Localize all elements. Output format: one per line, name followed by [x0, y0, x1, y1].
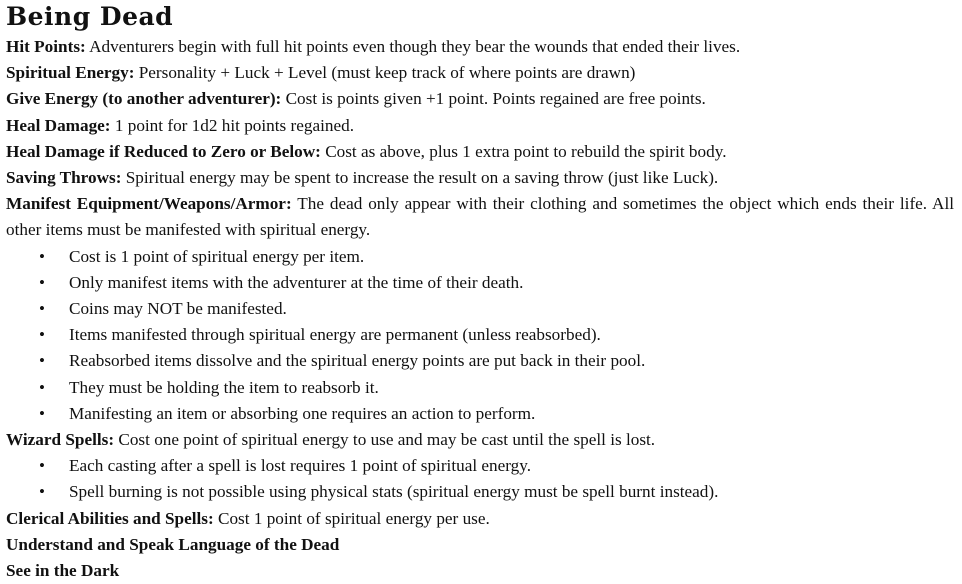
entry-heal-damage-zero [6, 139, 954, 165]
bullet-icon: • [39, 482, 45, 502]
list-item-text: Coins may NOT be manifested. [69, 299, 287, 319]
manifest-bullet-list [6, 244, 954, 427]
bullet-icon: • [39, 456, 45, 476]
entry-text: Cost is points given +1 point. Points regained are free points. [281, 89, 706, 109]
entry-hit-points [6, 34, 954, 60]
entry-give-energy [6, 86, 954, 112]
entry-saving-throws [6, 165, 954, 191]
entry-text: Spiritual energy may be spent to increase the result on a saving throw (just like Luck). [121, 168, 719, 188]
entry-spiritual-energy [6, 60, 954, 86]
entry-language [6, 532, 954, 558]
entry-term: Heal Damage if Reduced to Zero or Below: [6, 141, 321, 161]
entry-text: The dead only appear with their clothing and sometimes the object which ends their life. All other items must be manifested with spiritual energy. [6, 194, 954, 240]
list-item [6, 375, 954, 401]
entry-clerical [6, 506, 954, 532]
entry-manifest [6, 191, 954, 243]
entry-term: Saving Throws: [6, 168, 122, 188]
bullet-icon: • [39, 299, 45, 319]
list-item-text: Spell burning is not possible using physical stats (spiritual energy must be spell burnt instead). [69, 482, 719, 502]
list-item [6, 453, 954, 479]
list-item [6, 244, 954, 270]
list-item-text: Only manifest items with the adventurer at the time of their death. [69, 272, 524, 292]
bullet-icon: • [39, 272, 45, 292]
entry-see-dark [6, 558, 954, 584]
entry-term: Heal Damage: [6, 115, 111, 135]
entry-term: Manifest Equipment/Weapons/Armor: [6, 194, 292, 214]
list-item [6, 479, 954, 505]
entry-text: 1 point for 1d2 hit points regained. [110, 115, 354, 135]
entry-term: See in the Dark [6, 561, 120, 581]
bullet-icon: • [39, 377, 45, 397]
entry-text: Personality + Luck + Level (must keep track of where points are drawn) [134, 63, 636, 83]
entry-wizard-spells [6, 427, 954, 453]
bullet-icon: • [39, 246, 45, 266]
entry-text: Adventurers begin with full hit points even though they bear the wounds that ended their lives. [85, 37, 741, 56]
list-item-text: Items manifested through spiritual energy are permanent (unless reabsorbed). [69, 325, 601, 345]
entry-term: Clerical Abilities and Spells: [6, 508, 214, 528]
entry-term: Wizard Spells: [6, 430, 115, 450]
bullet-icon: • [39, 351, 45, 371]
entry-term: Give Energy (to another adventurer): [6, 89, 282, 109]
list-item [6, 322, 954, 348]
entry-term: Understand and Speak Language of the Dead [6, 534, 340, 554]
entry-text: Cost as above, plus 1 extra point to rebuild the spirit body. [320, 141, 727, 161]
list-item-text: Cost is 1 point of spiritual energy per item. [69, 246, 365, 266]
rules-page [6, 0, 954, 584]
entry-text: Cost one point of spiritual energy to use and may be cast until the spell is lost. [114, 430, 656, 450]
list-item [6, 296, 954, 322]
list-item [6, 401, 954, 427]
list-item-text: Reabsorbed items dissolve and the spiritual energy points are put back in their pool. [69, 351, 646, 371]
list-item-text: Each casting after a spell is lost requires 1 point of spiritual energy. [69, 456, 532, 476]
bullet-icon: • [39, 325, 45, 345]
entry-heal-damage [6, 113, 954, 139]
wizard-bullet-list [6, 453, 954, 505]
entry-term: Hit Points: [6, 37, 86, 56]
entry-term: Spiritual Energy: [6, 63, 135, 83]
list-item [6, 270, 954, 296]
list-item-text: Manifesting an item or absorbing one requires an action to perform. [69, 403, 536, 423]
entry-text: Cost 1 point of spiritual energy per use. [213, 508, 490, 528]
list-item-text: They must be holding the item to reabsorb it. [69, 377, 379, 397]
list-item [6, 348, 954, 374]
bullet-icon: • [39, 403, 45, 423]
page-title: Being Dead [6, 2, 174, 31]
